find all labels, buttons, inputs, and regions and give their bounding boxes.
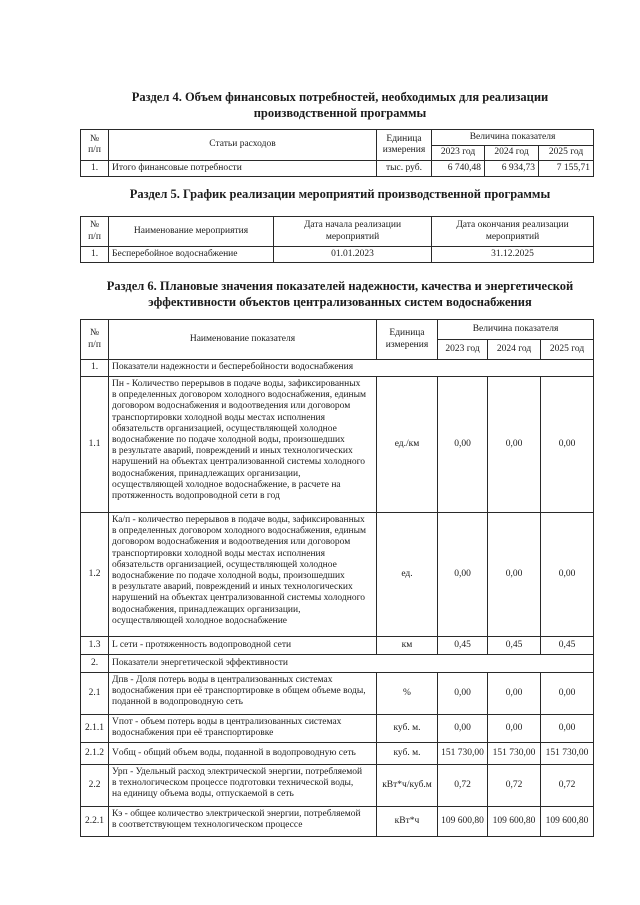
row-description-line: в результате аварий, повреждений и иных технологических — [112, 446, 353, 457]
section-4-title-line-1: Раздел 4. Объем финансовых потребностей, необходимых для реализации — [131, 90, 549, 104]
value-2025: 0,00 — [541, 715, 594, 743]
row-description-line: Пн - Количество перерывов в подаче воды, зафиксированных — [112, 379, 361, 389]
row-description-line: в определенных договором холодного водоснабжения, единым — [112, 526, 367, 537]
row-description-line: Vпот - объем потерь воды в централизованных системах — [112, 717, 342, 727]
table-row — [81, 765, 594, 807]
header-no-label: № — [89, 220, 100, 231]
table-row — [81, 807, 594, 837]
row-description-line: нарушений на объектах централизованной системы холодного — [112, 593, 365, 604]
value-2024: 0,00 — [488, 715, 541, 743]
row-description-line: протяженность водопроводной сети в год — [112, 491, 280, 502]
row-description-line: договором водоснабжения и водоотведения или договором — [112, 401, 351, 412]
group-row-reliability — [81, 360, 594, 377]
value-2023: 0,72 — [438, 765, 488, 807]
row-description-line: водоснабжения при её транспортировке — [112, 728, 274, 739]
section-6-title-line-2: эффективности объектов централизованных систем водоснабжения — [148, 295, 532, 309]
row-description-line: на единицу объема воды, отпускаемой в сеть — [112, 789, 294, 800]
row-description-line: транспортировки холодной воды местах исполнения — [112, 548, 326, 559]
row-name: Итого финансовые потребности — [109, 161, 377, 177]
row-description — [109, 513, 377, 637]
financial-needs-table — [80, 129, 594, 177]
row-no: 1. — [81, 161, 109, 177]
header-name: Наименование показателя — [109, 320, 377, 360]
header-no-sub: п/п — [88, 145, 101, 155]
group-no: 1. — [81, 360, 109, 377]
row-no: 2.2 — [81, 765, 109, 807]
indicators-table — [80, 319, 594, 837]
section-6-title-line-1: Раздел 6. Плановые значения показателей надежности, качества и энергетической — [106, 279, 574, 293]
row-description — [109, 807, 377, 837]
value-2024: 0,72 — [488, 765, 541, 807]
group-name: Показатели надежности и бесперебойности водоснабжения — [109, 360, 594, 377]
row-description — [109, 715, 377, 743]
row-description-line: Дпв - Доля потерь воды в централизованных системах — [112, 675, 333, 685]
value-2025: 151 730,00 — [541, 743, 594, 765]
header-no-label: № — [89, 328, 100, 339]
table-row — [81, 513, 594, 637]
table-row — [81, 247, 594, 263]
row-description-line: водоснабжение по подаче холодной воды, произошедших — [112, 435, 345, 446]
header-year-2024: 2024 год — [488, 340, 541, 360]
value-2025: 109 600,80 — [541, 807, 594, 837]
row-no: 2.1 — [81, 673, 109, 715]
header-unit — [377, 320, 438, 360]
value-2023: 6 740,48 — [432, 161, 485, 177]
row-unit: куб. м. — [377, 715, 438, 743]
section-6-title — [60, 278, 620, 310]
header-start-date — [274, 217, 432, 247]
header-name: Наименование мероприятия — [109, 217, 274, 247]
header-no — [81, 217, 109, 247]
row-description: Vобщ - общий объем воды, поданной в водопроводную сеть — [109, 743, 377, 765]
header-year-2025: 2025 год — [541, 340, 594, 360]
row-end-date: 31.12.2025 — [432, 247, 594, 263]
value-2025: 0,72 — [541, 765, 594, 807]
row-description-line: водоснабжение по подаче холодной воды, произошедших — [112, 571, 345, 582]
row-description-line: Урп - Удельный расход электрической энергии, потребляемой — [112, 767, 363, 777]
section-4-title — [60, 89, 620, 121]
row-no: 1. — [81, 247, 109, 263]
row-description-line: обязательств организацией, осуществляющей холодное — [112, 423, 337, 434]
header-unit — [377, 130, 432, 161]
value-2025: 0,00 — [541, 513, 594, 637]
row-description-line: в соответствующем технологическом процессе — [112, 820, 303, 831]
group-name: Показатели энергетической эффективности — [109, 655, 594, 673]
row-description: L сети - протяженность водопроводной сети — [109, 637, 377, 655]
header-no-sub: п/п — [88, 339, 101, 350]
value-2023: 0,00 — [438, 513, 488, 637]
row-description-line: в определенных договором холодного водоснабжения, единым — [112, 390, 367, 401]
value-2023: 151 730,00 — [438, 743, 488, 765]
row-description — [109, 765, 377, 807]
header-item: Статьи расходов — [109, 130, 377, 161]
header-no-label: № — [89, 133, 100, 144]
table-row — [81, 161, 594, 177]
row-description-line: поданной в водопроводную сеть — [112, 697, 243, 708]
row-description — [109, 377, 377, 513]
schedule-table — [80, 216, 594, 263]
row-no: 2.1.1 — [81, 715, 109, 743]
row-description — [109, 673, 377, 715]
header-end-date — [432, 217, 594, 247]
row-description-line: договором водоснабжения и водоотведения или договором — [112, 537, 351, 548]
row-start-date: 01.01.2023 — [274, 247, 432, 263]
value-2024: 0,00 — [488, 673, 541, 715]
section-5-title: Раздел 5. График реализации мероприятий производственной программы — [129, 187, 551, 201]
row-unit: % — [377, 673, 438, 715]
value-2025: 0,45 — [541, 637, 594, 655]
row-description-line: осуществляющей холодное водоснабжение — [112, 615, 287, 626]
value-2024: 6 934,73 — [485, 161, 539, 177]
header-year-2023: 2023 год — [432, 146, 485, 161]
header-no-sub: п/п — [88, 231, 101, 242]
value-2023: 0,00 — [438, 377, 488, 513]
row-description-line: нарушений на объектах централизованной системы холодного — [112, 457, 365, 468]
row-description-line: водоснабжения, принадлежащих организации, — [112, 604, 301, 615]
row-description-line: Ка/п - количество перерывов в подаче воды, зафиксированных — [112, 515, 365, 525]
table-row — [81, 673, 594, 715]
value-2024: 0,00 — [488, 377, 541, 513]
header-year-2024: 2024 год — [485, 146, 539, 161]
value-2024: 0,45 — [488, 637, 541, 655]
row-unit: куб. м. — [377, 743, 438, 765]
header-year-2023: 2023 год — [438, 340, 488, 360]
header-end-label: Дата окончания реализации — [456, 220, 569, 231]
value-2024: 109 600,80 — [488, 807, 541, 837]
row-unit: кВт*ч/куб.м — [377, 765, 438, 807]
header-end-sub: мероприятий — [485, 231, 540, 242]
header-no — [81, 320, 109, 360]
header-start-label: Дата начала реализации — [303, 220, 402, 231]
header-start-sub: мероприятий — [325, 231, 380, 242]
row-no: 2.2.1 — [81, 807, 109, 837]
section-4-title-line-2: производственной программы — [253, 106, 427, 120]
row-description-line: обязательств организацией, осуществляющей холодное — [112, 559, 337, 570]
header-unit-sub: измерения — [385, 339, 429, 350]
row-unit: ед./км — [377, 377, 438, 513]
header-unit-sub: измерения — [382, 145, 426, 155]
value-2024: 151 730,00 — [488, 743, 541, 765]
header-unit-label: Единица — [389, 328, 425, 339]
row-no: 1.1 — [81, 377, 109, 513]
row-description-line: водоснабжения, принадлежащих организации, — [112, 468, 301, 479]
value-2024: 0,00 — [488, 513, 541, 637]
table-row — [81, 637, 594, 655]
row-description-line: в результате аварий, повреждений и иных технологических — [112, 582, 353, 593]
row-unit: ед. — [377, 513, 438, 637]
row-name: Бесперебойное водоснабжение — [109, 247, 274, 263]
group-row-energy-efficiency — [81, 655, 594, 673]
table-row — [81, 377, 594, 513]
table-row — [81, 715, 594, 743]
header-value: Величина показателя — [438, 320, 594, 340]
header-no — [81, 130, 109, 161]
row-description-line: транспортировки холодной воды местах исполнения — [112, 412, 326, 423]
row-description-line: осуществляющей холодное водоснабжение, в расчете на — [112, 479, 341, 490]
header-year-2025: 2025 год — [539, 146, 594, 161]
row-description-line: Кэ - общее количество электрической энергии, потребляемой — [112, 809, 361, 819]
value-2025: 0,00 — [541, 377, 594, 513]
value-2025: 0,00 — [541, 673, 594, 715]
row-no: 2.1.2 — [81, 743, 109, 765]
row-unit: км — [377, 637, 438, 655]
row-no: 1.2 — [81, 513, 109, 637]
value-2023: 0,45 — [438, 637, 488, 655]
row-no: 1.3 — [81, 637, 109, 655]
value-2023: 0,00 — [438, 673, 488, 715]
value-2023: 0,00 — [438, 715, 488, 743]
group-no: 2. — [81, 655, 109, 673]
table-row — [81, 743, 594, 765]
header-value: Величина показателя — [432, 130, 594, 146]
row-description-line: в технологическом процессе подготовки технической воды, — [112, 778, 354, 789]
row-unit: кВт*ч — [377, 807, 438, 837]
row-unit: тыс. руб. — [377, 161, 432, 177]
header-unit-label: Единица — [386, 133, 422, 144]
value-2023: 109 600,80 — [438, 807, 488, 837]
value-2025: 7 155,71 — [539, 161, 594, 177]
row-description-line: водоснабжения при её транспортировке в общем объеме воды, — [112, 686, 366, 697]
